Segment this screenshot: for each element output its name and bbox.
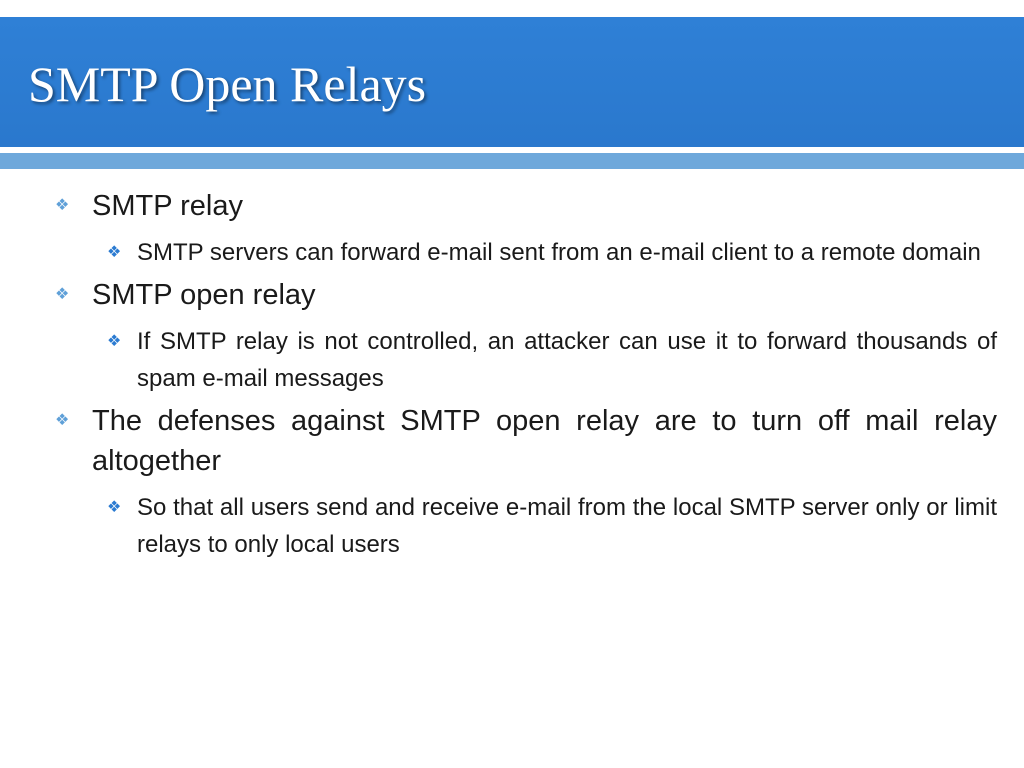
diamond-bullet-icon: ❖ (55, 197, 70, 214)
slide-title: SMTP Open Relays (28, 56, 427, 112)
bullet-text: SMTP relay (92, 190, 243, 222)
bullet-item (55, 401, 997, 481)
diamond-bullet-icon: ❖ (107, 333, 122, 350)
diamond-bullet-icon: ❖ (107, 244, 122, 261)
sub-bullet-text: If SMTP relay is not controlled, an attacker can use it to forward thousands of spam e-mail messages (137, 328, 997, 392)
bullet-item (55, 275, 997, 315)
diamond-bullet-icon: ❖ (55, 412, 70, 429)
bullet-list (55, 186, 997, 567)
sub-bullet-text: SMTP servers can forward e-mail sent from an e-mail client to a remote domain (137, 239, 981, 266)
bullet-item (55, 186, 997, 226)
title-bar (0, 17, 1024, 147)
diamond-bullet-icon: ❖ (55, 286, 70, 303)
accent-rule (0, 153, 1024, 169)
sub-bullet-item (55, 489, 997, 563)
sub-bullet-text: So that all users send and receive e-mail from the local SMTP server only or limit relays to only local users (137, 494, 997, 558)
sub-bullet-item (55, 234, 997, 271)
bullet-text: SMTP open relay (92, 279, 316, 311)
bullet-text: The defenses against SMTP open relay are to turn off mail relay altogether (92, 405, 997, 477)
diamond-bullet-icon: ❖ (107, 499, 122, 516)
sub-bullet-item (55, 323, 997, 397)
